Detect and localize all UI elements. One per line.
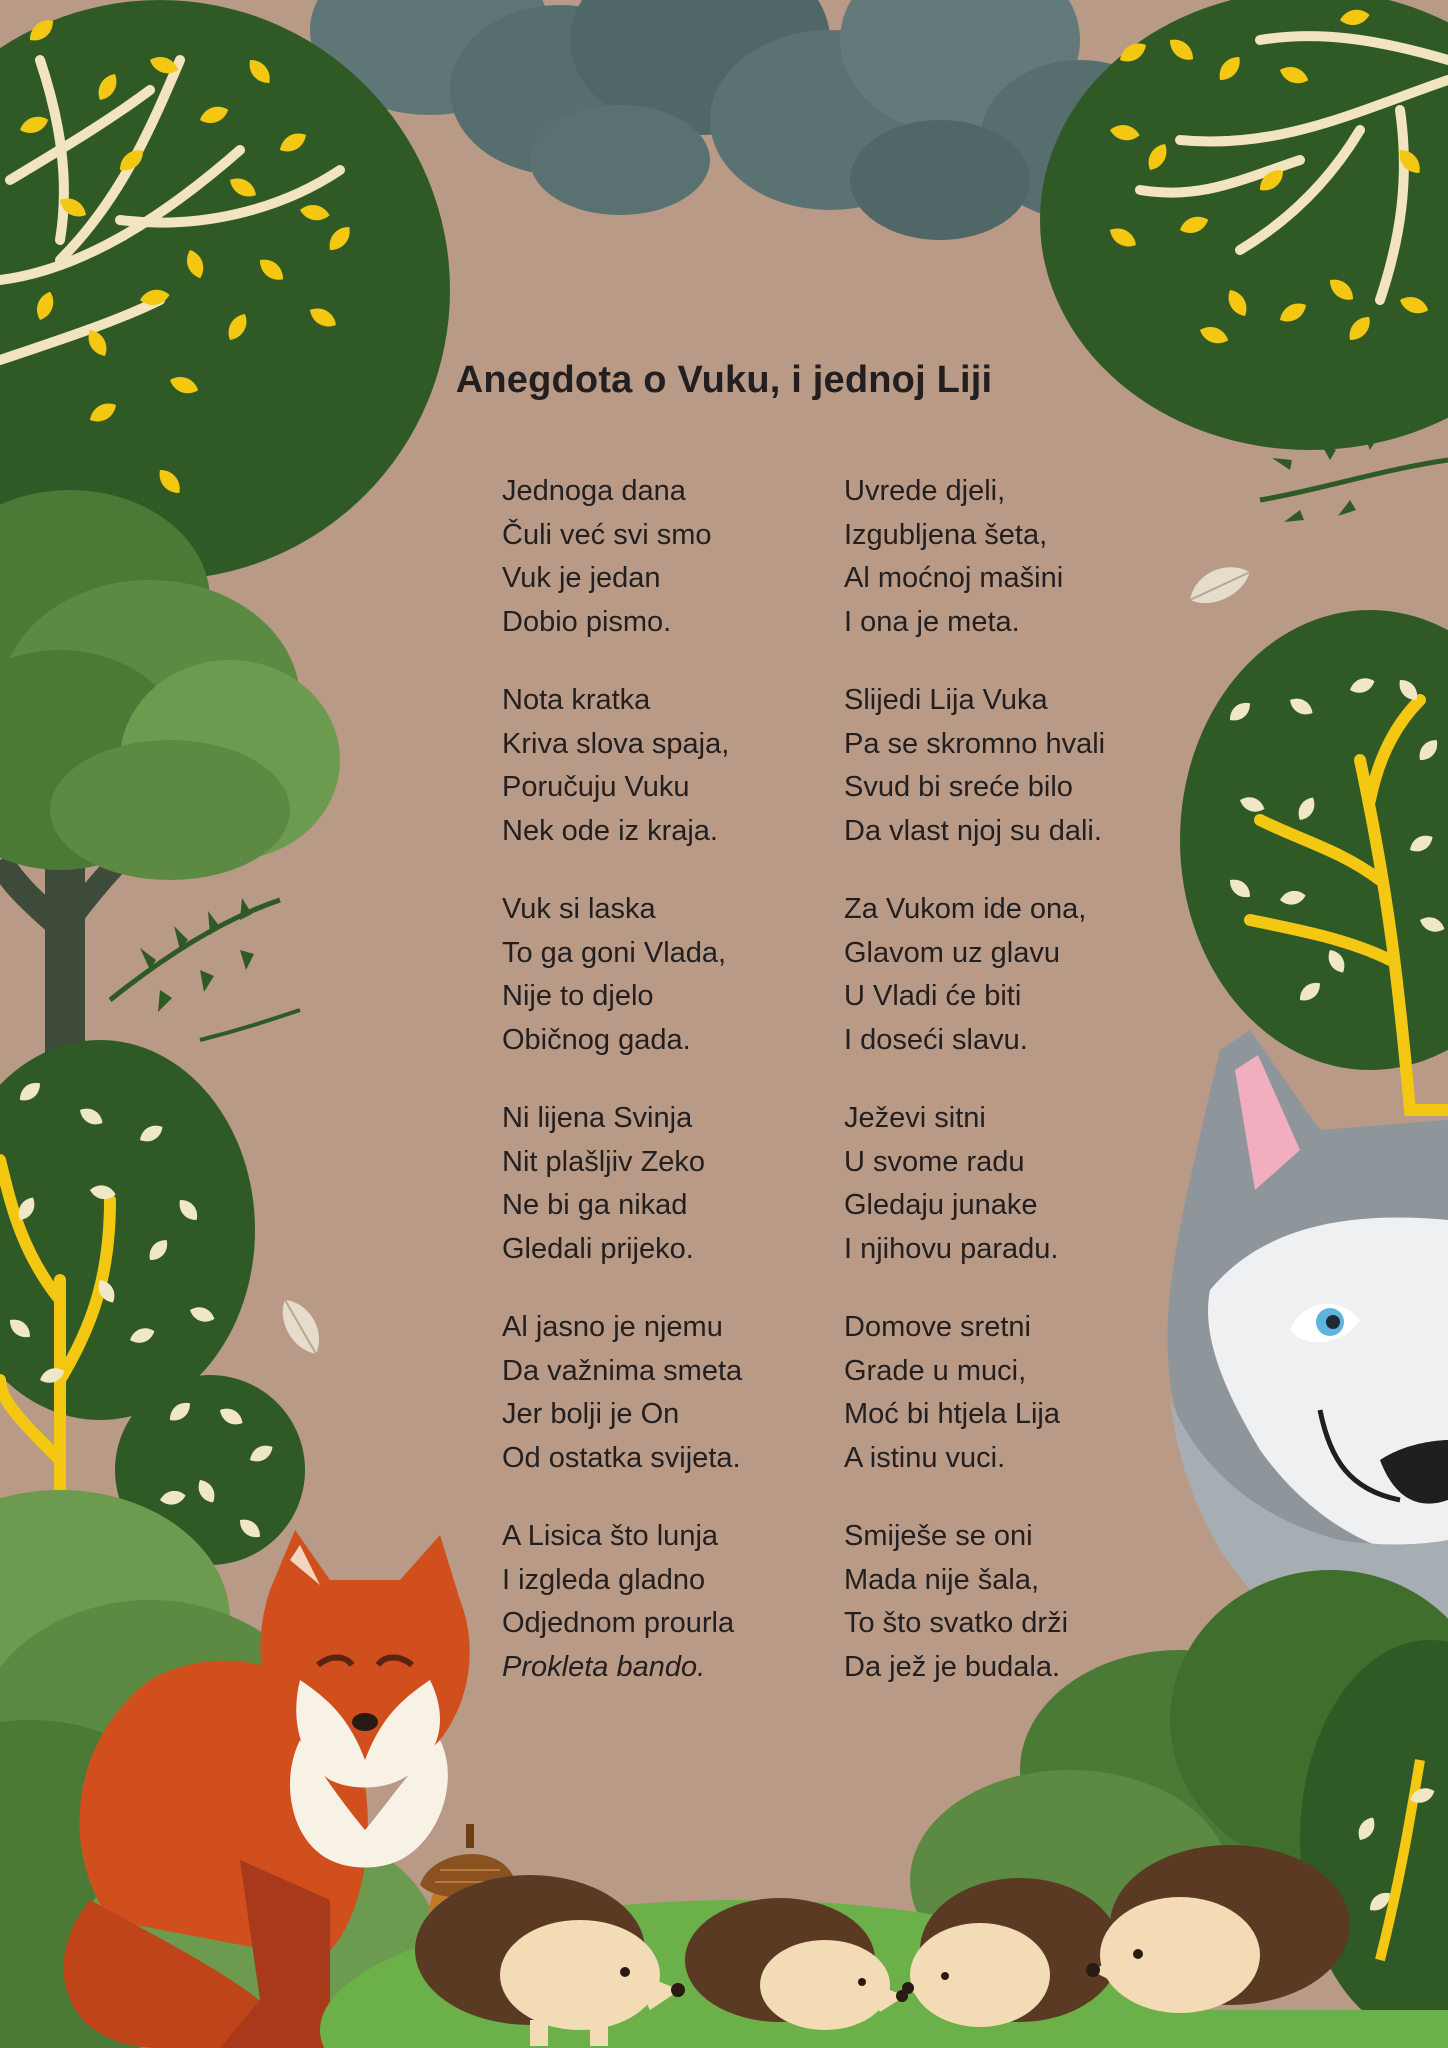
poem-line: Jednoga dana xyxy=(502,475,686,507)
poem-line: Nije to djelo xyxy=(502,980,654,1012)
poem-line: Moć bi htjela Lija xyxy=(844,1398,1060,1430)
poem-line: I njihovu paradu. xyxy=(844,1232,1059,1265)
poem-line: I doseći slavu. xyxy=(844,1023,1028,1056)
poem-line: U Vladi će biti xyxy=(844,980,1022,1012)
poem-line: Grade u muci, xyxy=(844,1354,1027,1387)
poem-line: Od ostatka svijeta. xyxy=(502,1441,741,1474)
poem-line: Čuli već svi smo xyxy=(502,518,712,551)
poem-line: Običnog gada. xyxy=(502,1023,691,1056)
poem-line: Za Vukom ide ona, xyxy=(844,893,1087,925)
poem-line: Jer bolji je On xyxy=(502,1398,680,1430)
poem-line: Odjednom prourla xyxy=(502,1607,735,1639)
poem-line: Smiješe se oni xyxy=(844,1520,1033,1552)
poem-line: Da važnima smeta xyxy=(502,1354,743,1387)
stanza xyxy=(502,679,862,888)
poem-line: Al moćnoj mašini xyxy=(844,562,1064,594)
poem-line: Da vlast njoj su dali. xyxy=(844,814,1102,847)
poem-line: To što svatko drži xyxy=(844,1607,1069,1639)
poem-line: Nek ode iz kraja. xyxy=(502,814,718,847)
poem-line: Da jež je budala. xyxy=(844,1650,1061,1683)
poem-line: Ježevi sitni xyxy=(844,1102,986,1134)
poem-line: Gledali prijeko. xyxy=(502,1232,694,1265)
stanza xyxy=(844,679,1204,888)
poem-line: Pa se skromno hvali xyxy=(844,727,1106,760)
poem-line: Dobio pismo. xyxy=(502,605,672,638)
poem-title: Anegdota o Vuku, i jednoj Liji xyxy=(455,359,993,402)
stanza xyxy=(502,1515,862,1724)
poem-line: Vuk je jedan xyxy=(502,562,661,594)
poem-line: A istinu vuci. xyxy=(844,1441,1006,1474)
poem-line: Prokleta bando. xyxy=(502,1650,706,1683)
stanza xyxy=(502,470,862,679)
stanza xyxy=(844,470,1204,679)
poem-line: Poručuju Vuku xyxy=(502,771,690,803)
poem-line: Svud bi sreće bilo xyxy=(844,771,1073,803)
stanza xyxy=(502,1097,862,1306)
poem-line: Uvrede djeli, xyxy=(844,475,1006,507)
stanza xyxy=(502,888,862,1097)
poem-line: Al jasno je njemu xyxy=(502,1311,723,1343)
poem-line: Nota kratka xyxy=(502,684,651,716)
poem-column-left xyxy=(502,470,862,1724)
poem-line: Ni lijena Svinja xyxy=(502,1102,693,1134)
poem-line: Nit plašljiv Zeko xyxy=(502,1145,706,1178)
poem-line: I izgleda gladno xyxy=(502,1563,706,1596)
poem-line: I ona je meta. xyxy=(844,605,1020,638)
poem-line: Glavom uz glavu xyxy=(844,936,1060,969)
falling-leaf xyxy=(273,1293,329,1361)
poem-line: Vuk si laska xyxy=(502,893,656,925)
poem-line: To ga goni Vlada, xyxy=(502,936,727,969)
poem-line: Slijedi Lija Vuka xyxy=(844,684,1048,716)
poem-line: A Lisica što lunja xyxy=(502,1520,719,1552)
stanza xyxy=(844,1097,1204,1306)
poem-line: U svome radu xyxy=(844,1145,1025,1178)
poem-line: Kriva slova spaja, xyxy=(502,727,730,760)
stanza xyxy=(502,1306,862,1515)
stanza xyxy=(844,1306,1204,1515)
poem-line: Domove sretni xyxy=(844,1311,1031,1343)
poem-line: Gledaju junake xyxy=(844,1189,1038,1221)
stanza xyxy=(844,1515,1204,1724)
poem-line: Ne bi ga nikad xyxy=(502,1189,688,1221)
tree-right xyxy=(1180,610,1448,1110)
poem-column-right xyxy=(844,470,1204,1724)
poem-line: Mada nije šala, xyxy=(844,1563,1040,1596)
stanza xyxy=(844,888,1204,1097)
poem-line: Izgubljena šeta, xyxy=(844,518,1048,551)
